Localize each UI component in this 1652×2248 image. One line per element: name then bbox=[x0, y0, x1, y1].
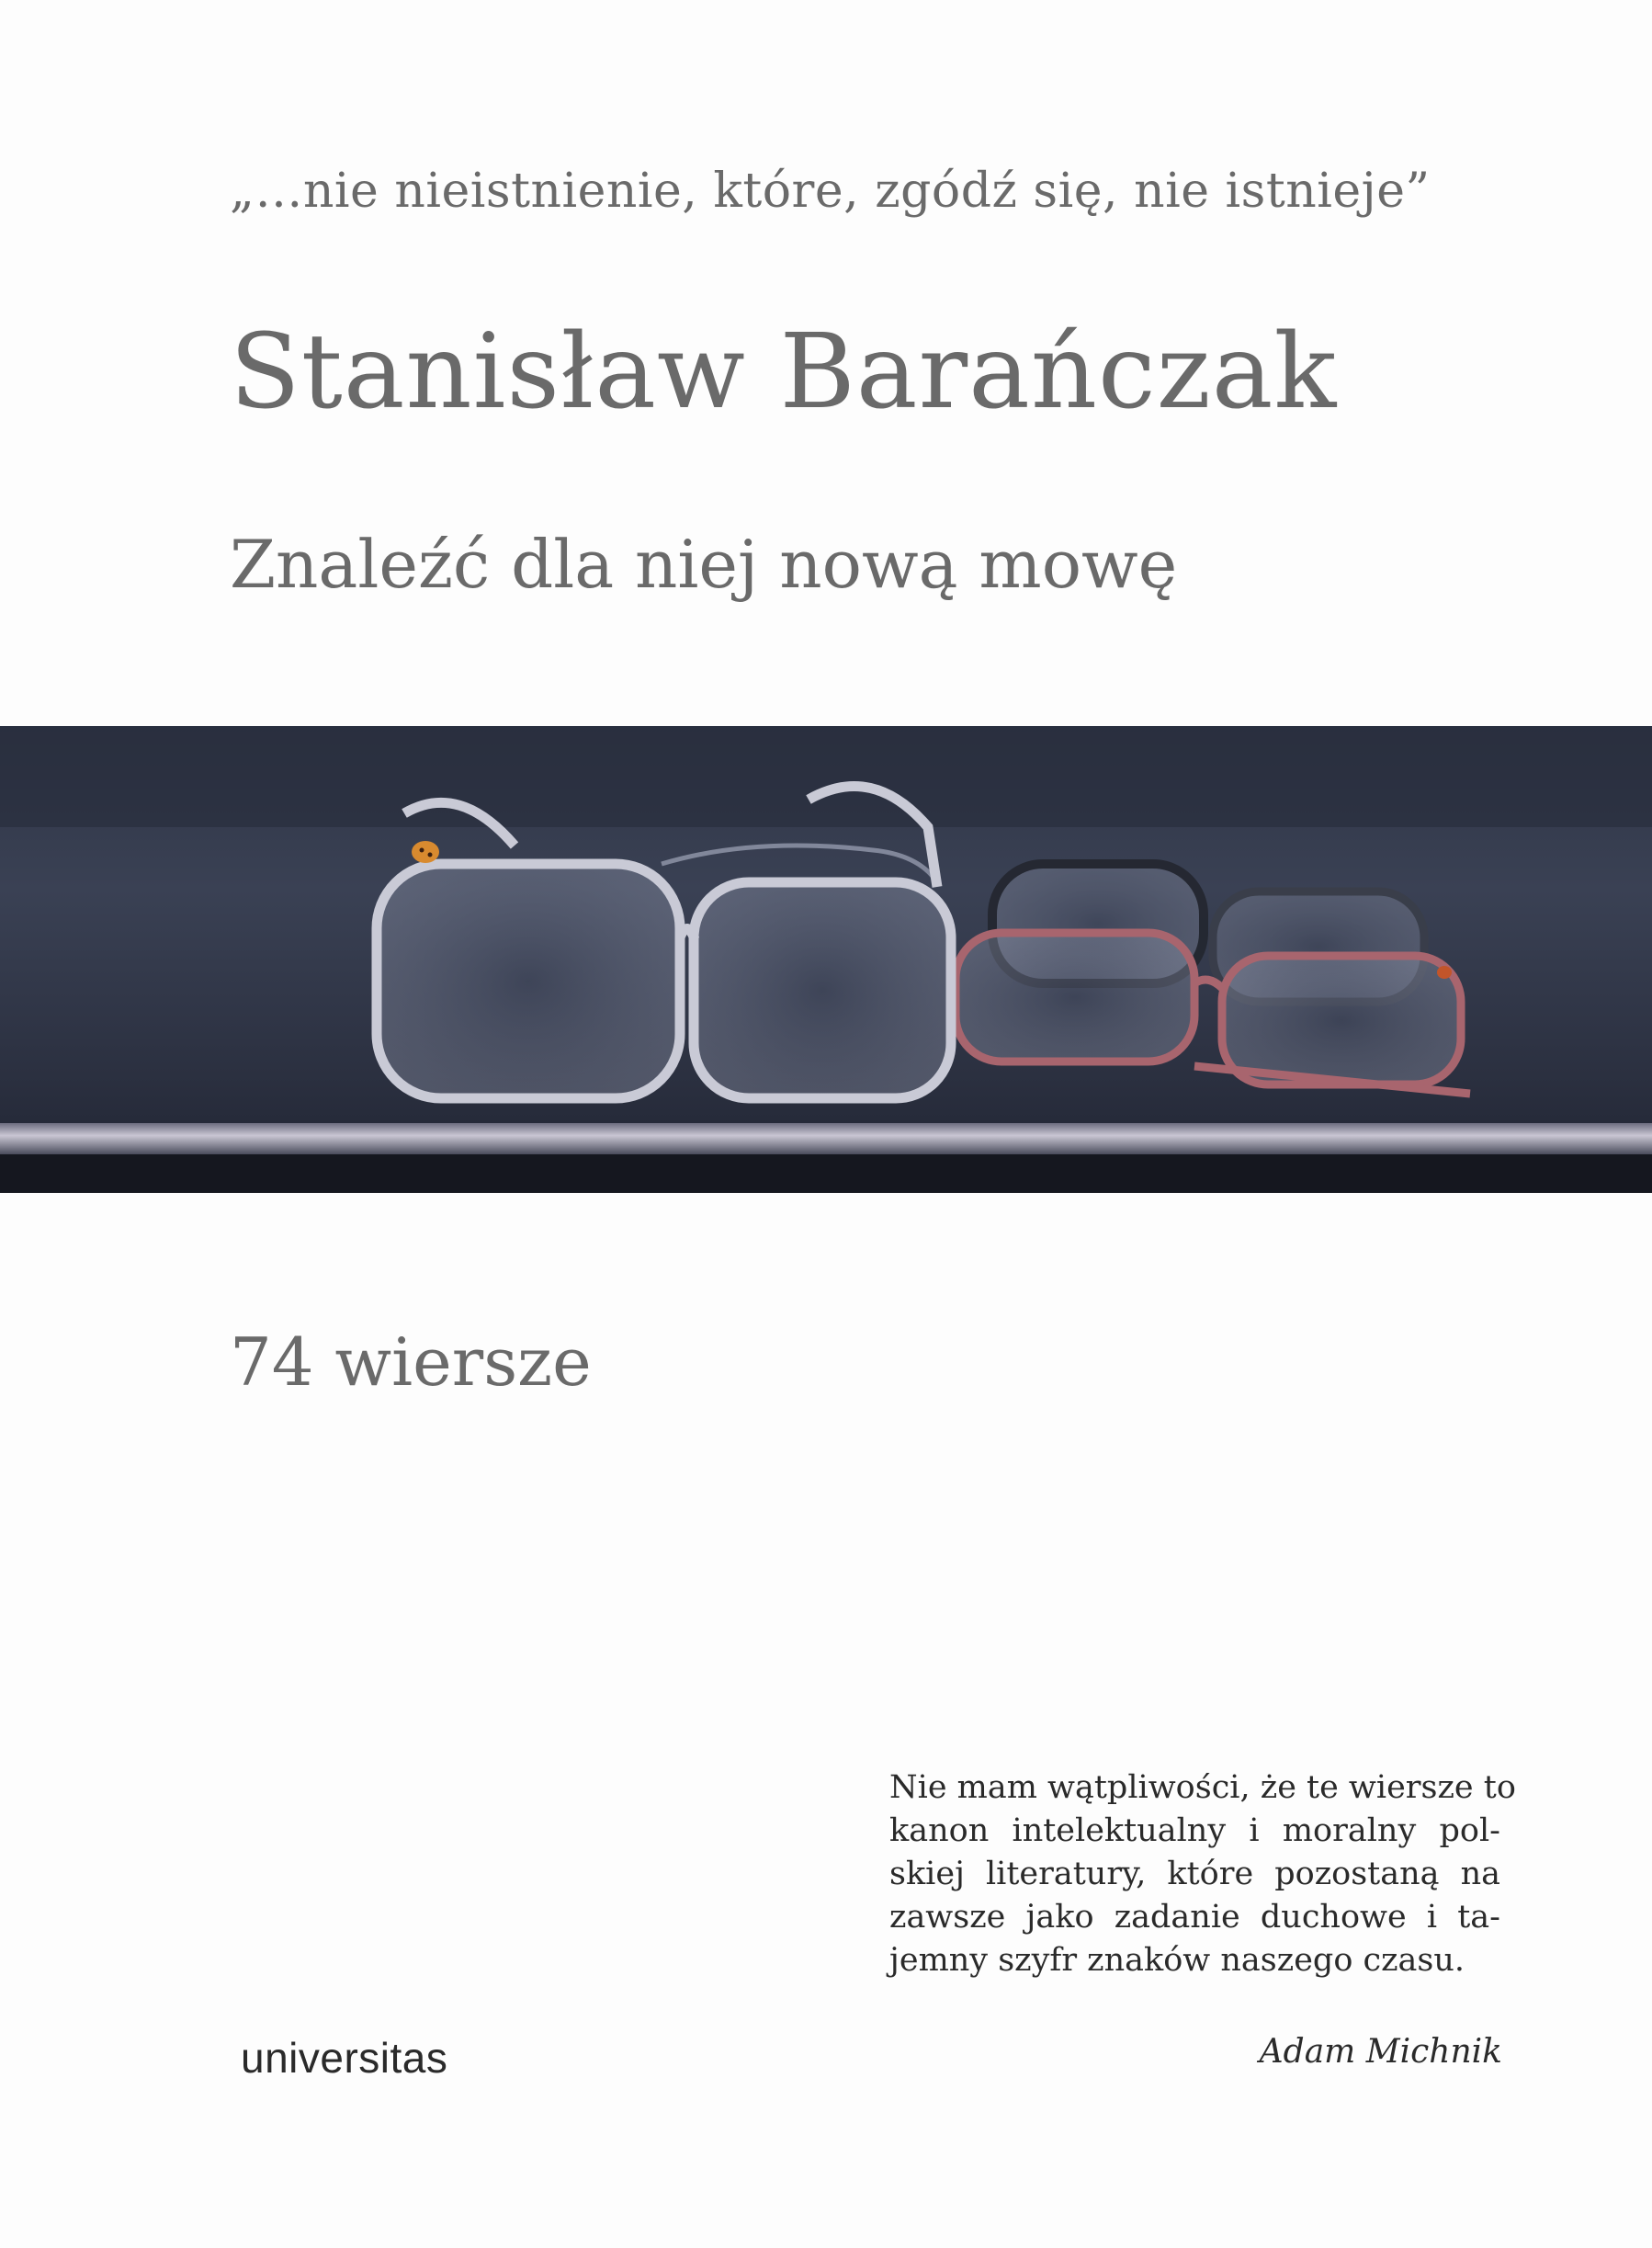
blurb-line: jemny szyfr znaków naszego czasu. bbox=[889, 1942, 1465, 1979]
blurb-line: kanon intelektualny i moralny pol- bbox=[889, 1812, 1500, 1849]
blurb-quote bbox=[889, 1766, 1516, 1982]
cover-photo-eyeglasses bbox=[0, 726, 1652, 1193]
blurb-line: skiej literatury, które pozostaną na bbox=[889, 1856, 1500, 1892]
publisher-name: universitas bbox=[241, 2034, 448, 2082]
book-title: Znaleźć dla niej nową mowę bbox=[230, 526, 1178, 603]
blurb-line: zawsze jako zadanie duchowe i ta- bbox=[889, 1899, 1500, 1936]
quote-author: Adam Michnik bbox=[1259, 2033, 1502, 2071]
epigraph: „…nie nieistnienie, które, zgódź się, nie istnieje” bbox=[230, 164, 1431, 219]
author-name: Stanisław Barańczak bbox=[230, 312, 1338, 432]
subtitle: 74 wiersze bbox=[230, 1323, 592, 1401]
blurb-line: Nie mam wątpliwości, że te wiersze to bbox=[889, 1769, 1516, 1806]
